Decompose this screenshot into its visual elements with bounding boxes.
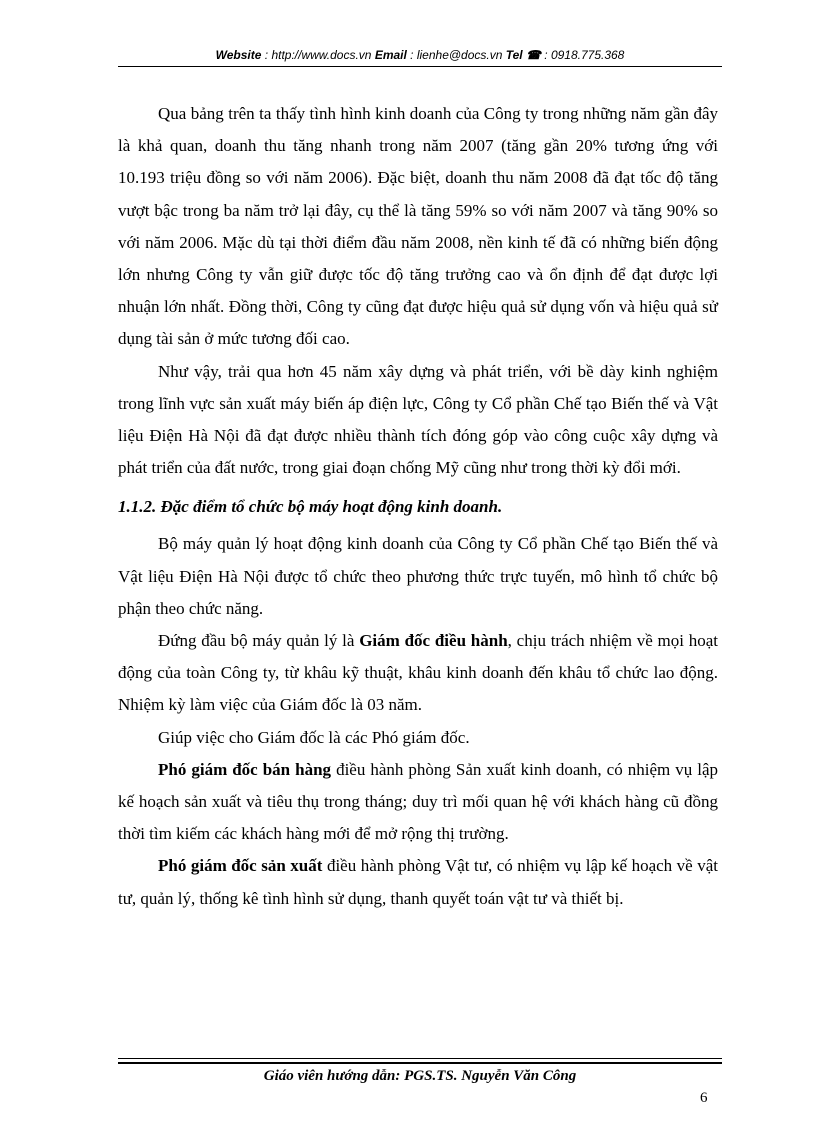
tel-value: : 0918.775.368 (540, 48, 625, 62)
header-divider (118, 66, 722, 67)
paragraph-business-results: Qua bảng trên ta thấy tình hình kinh doanh của Công ty trong những năm gần đây là khả quan, doanh thu tăng nhanh trong năm 2007 (tăng gần 20% tương ứng với 10.193 triệu đồng so với năm 2006). Đặc biệt, doanh thu năm 2008 đã đạt tốc độ tăng vượt bậc trong ba năm trở lại đây, cụ thể là tăng 59% so với năm 2007 và tăng 90% so với năm 2006. Mặc dù tại thời điểm đầu năm 2008, nền kinh tế đã có những biến động lớn nhưng Công ty vẫn giữ được tốc độ tăng trưởng cao và ổn định để đạt được lợi nhuận lớn nhất. Đồng thời, Công ty cũng đạt được hiệu quả sử dụng vốn và hiệu quả sử dụng tài sản ở mức tương đối cao. (118, 104, 718, 349)
document-body (118, 98, 718, 915)
paragraph-history: Như vậy, trải qua hơn 45 năm xây dựng và phát triển, với bề dày kinh nghiệm trong lĩnh vực sản xuất máy biến áp điện lực, Công ty Cổ phần Chế tạo Biến thế và Vật liệu Điện Hà Nội đã đạt được nhiều thành tích đóng góp vào công cuộc xây dựng và phát triển của đất nước, trong giai đoạn chống Mỹ cũng như trong thời kỳ đổi mới. (118, 361, 718, 478)
section-heading: 1.1.2. Đặc điểm tổ chức bộ máy hoạt động kinh doanh. (118, 497, 503, 517)
paragraph-production-deputy (118, 850, 718, 914)
sales-deputy-title: Phó giám đốc bán hàng (158, 759, 332, 779)
page-number: 6 (700, 1090, 708, 1106)
email-value: : lienhe@docs.vn (406, 48, 506, 62)
director-title: Giám đốc điều hành (359, 631, 508, 651)
website-value: : http://www.docs.vn (261, 48, 375, 62)
paragraph-management-structure: Bộ máy quản lý hoạt động kinh doanh của Công ty Cổ phần Chế tạo Biến thế và Vật liệu Điện Hà Nội được tổ chức theo phương thức trực tuyến, mô hình tổ chức bộ phận theo chức năng. (118, 534, 718, 618)
sales-deputy-desc: điều hành phòng Sản xuất kinh doanh, có nhiệm vụ lập kế hoạch sản xuất và tiêu thụ trong tháng; duy trì mối quan hệ với khách hàng cũ đồng thời tìm kiếm các khách hàng mới để mở rộng thị trường. (118, 759, 718, 844)
paragraph-director (118, 625, 718, 722)
website-label: Website (215, 48, 262, 62)
email-label: Email (374, 48, 407, 62)
paragraph-deputies: Giúp việc cho Giám đốc là các Phó giám đốc. (158, 727, 470, 747)
footer-divider-thick (118, 1062, 722, 1064)
director-intro: Đứng đầu bộ máy quản lý là (158, 631, 360, 651)
footer-advisor: Giáo viên hướng dẫn: PGS.TS. Nguyễn Văn Công (263, 1068, 577, 1084)
production-deputy-desc: điều hành phòng Vật tư, có nhiệm vụ lập kế hoạch về vật tư, quản lý, thống kê tình hình sử dụng, thanh quyết toán vật tư và thiết bị. (118, 856, 718, 908)
tel-label: Tel ☎ (505, 48, 541, 62)
paragraph-sales-deputy (118, 754, 718, 851)
footer-divider-thin (118, 1058, 722, 1059)
page-header (118, 48, 722, 62)
director-desc: , chịu trách nhiệm về mọi hoạt động của toàn Công ty, từ khâu kỹ thuật, khâu kinh doanh đến khâu tổ chức lao động. Nhiệm kỳ làm việc của Giám đốc là 03 năm. (118, 631, 718, 715)
production-deputy-title: Phó giám đốc sản xuất (158, 856, 323, 876)
